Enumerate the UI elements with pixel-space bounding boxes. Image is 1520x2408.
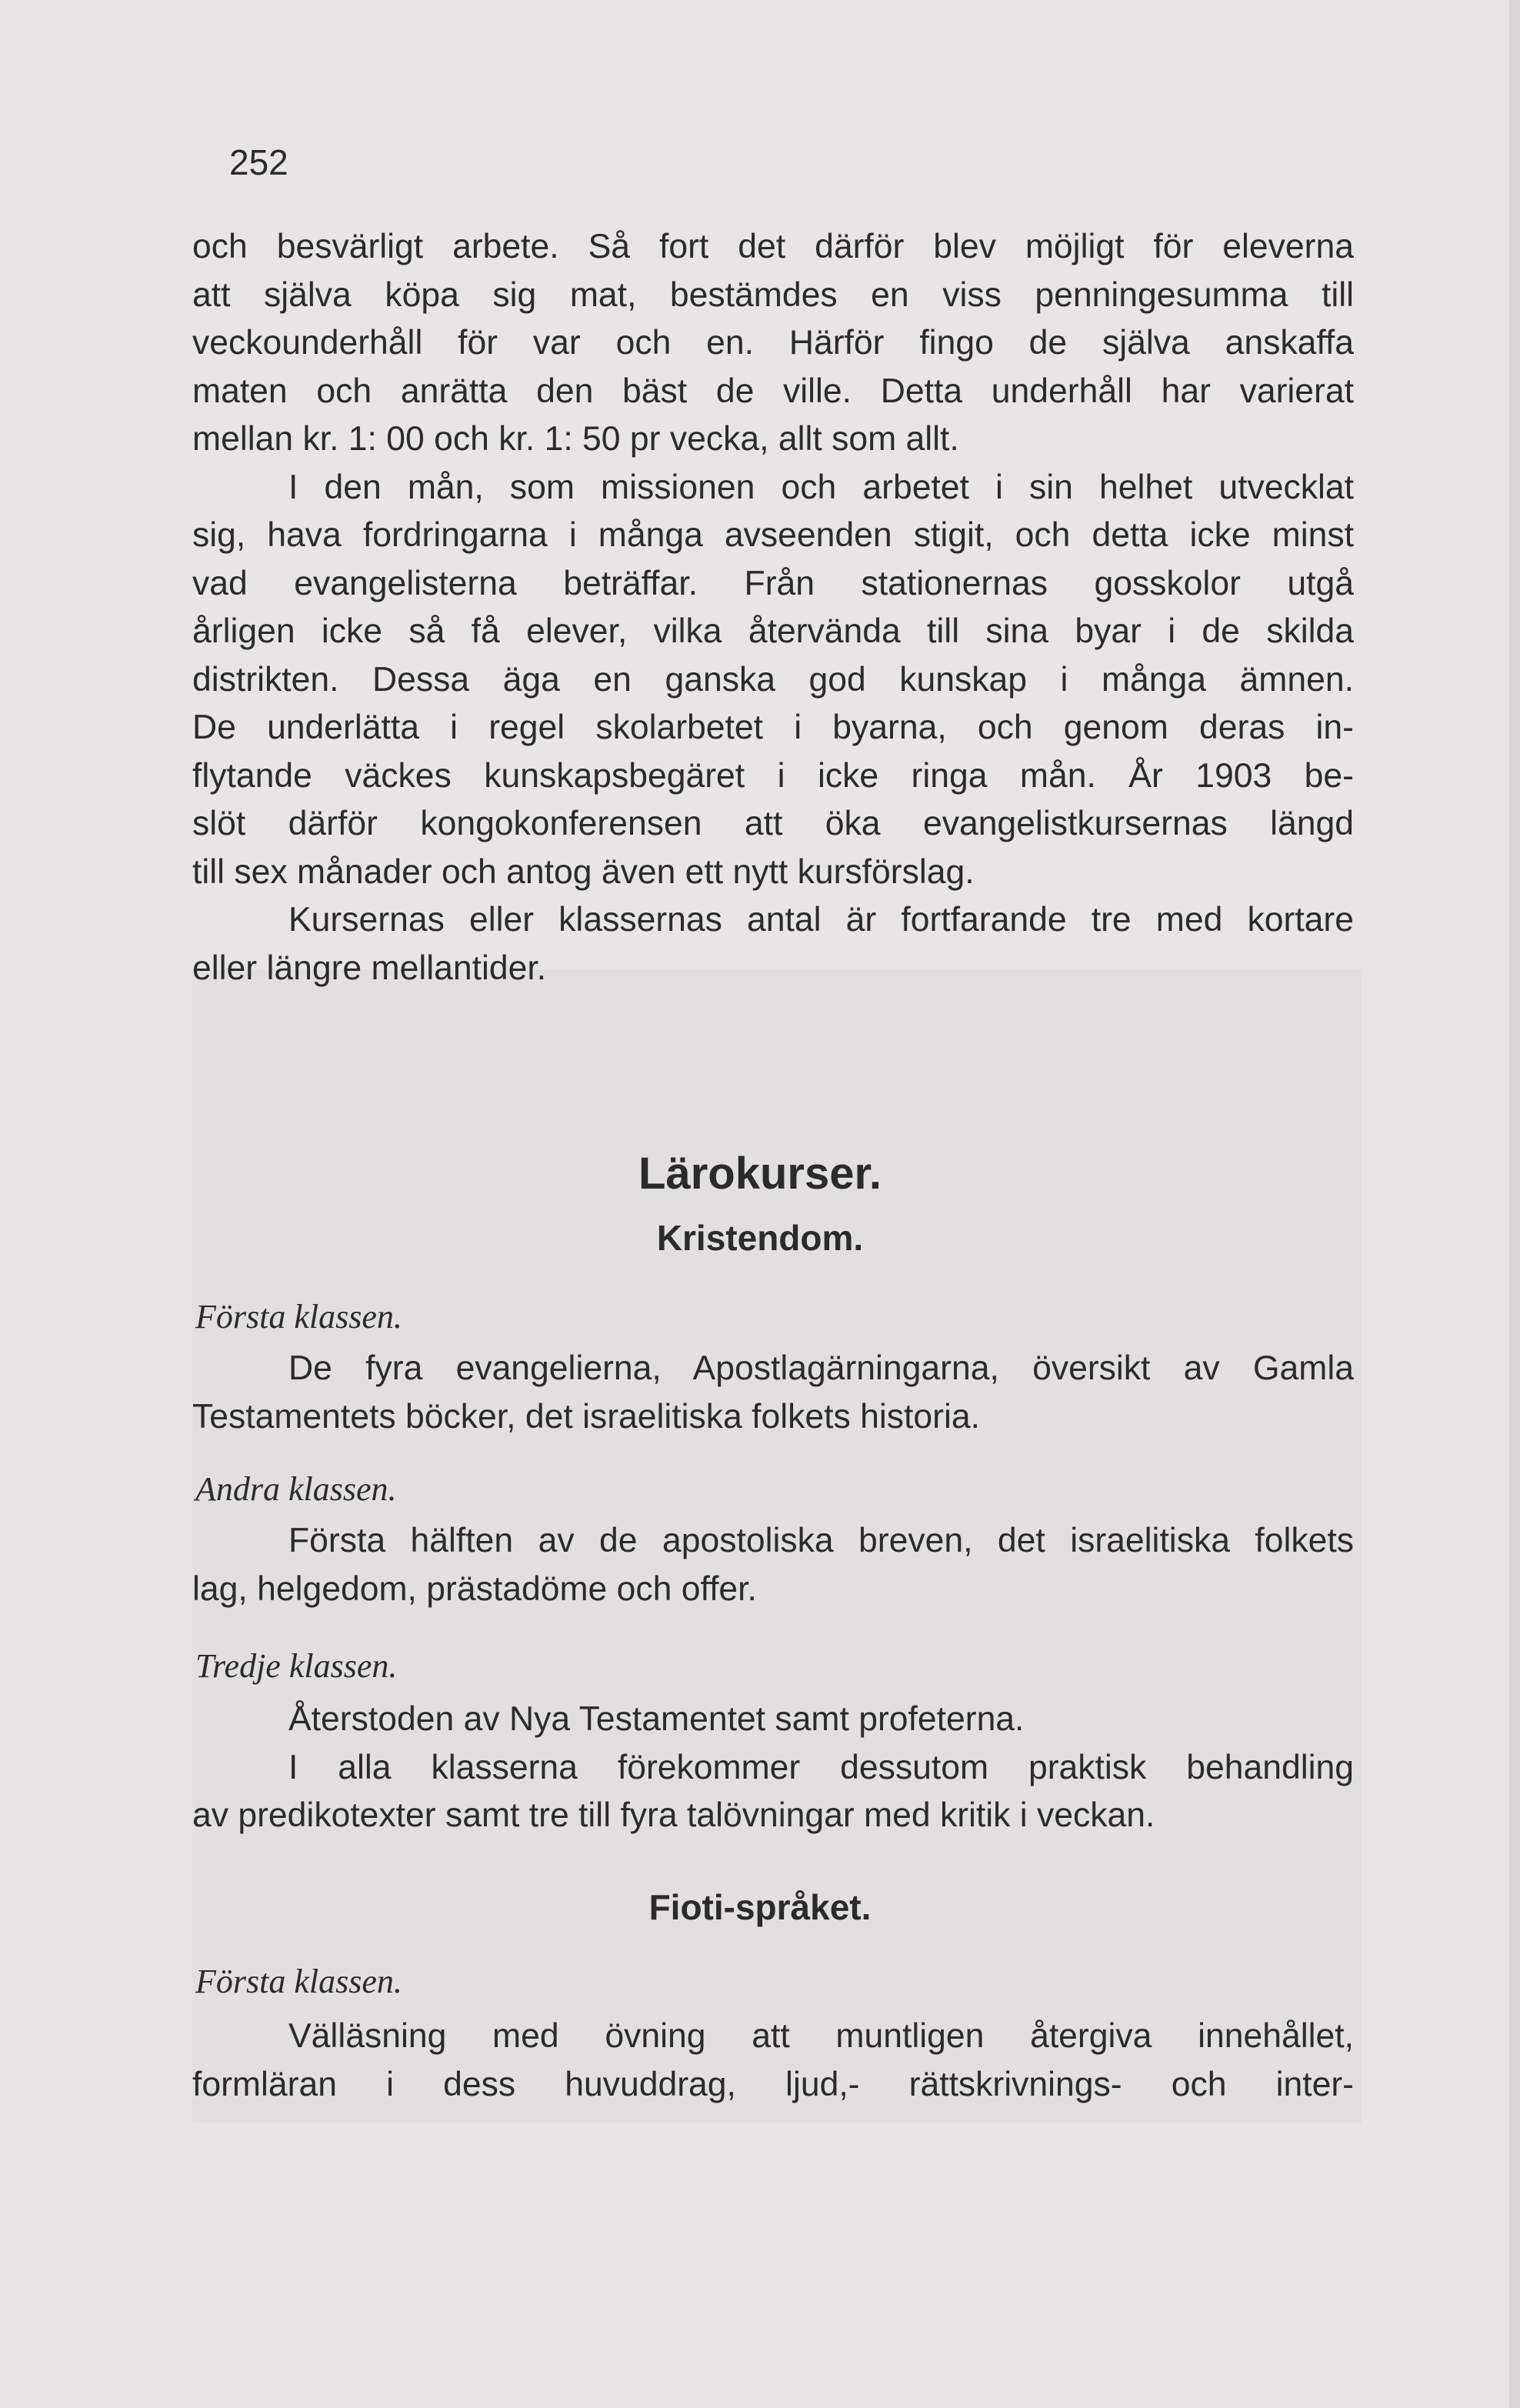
paragraph-1 — [192, 223, 1354, 464]
class-label: Tredje klassen. — [195, 1647, 398, 1685]
text-line: De fyra evangelierna, Apostlagärningarna, översikt av Gamla — [288, 1349, 1354, 1387]
page-number: 252 — [229, 142, 288, 182]
text-line: maten och anrätta den bäst de ville. Detta underhåll har varierat — [192, 372, 1354, 410]
text-line: veckounderhåll för var och en. Härför fingo de själva anskaffa — [192, 324, 1354, 362]
class-3-note — [192, 1744, 1354, 1840]
text-line: mellan kr. 1: 00 och kr. 1: 50 pr vecka, allt som allt. — [192, 420, 959, 458]
intro-text — [192, 223, 1354, 992]
text-line: Återstoden av Nya Testamentet samt profeterna. — [288, 1700, 1025, 1738]
text-line: I den mån, som missionen och arbetet i sin helhet utvecklat — [288, 468, 1354, 506]
class-3-paragraph — [192, 1696, 1354, 1744]
class-1-text — [192, 1345, 1354, 1441]
paragraph-2 — [192, 464, 1354, 897]
class-label: Första klassen. — [195, 1298, 402, 1336]
text-line: lag, helgedom, prästadöme och offer. — [192, 1569, 757, 1608]
class-1-paragraph — [192, 1345, 1354, 1441]
class-label: Andra klassen. — [195, 1470, 397, 1508]
text-line: flytande väckes kunskapsbegäret i icke ringa mån. År 1903 be- — [192, 756, 1354, 795]
text-line: att själva köpa sig mat, bestämdes en viss penningesumma till — [192, 275, 1354, 314]
fioti-class-1-text — [192, 2013, 1354, 2109]
section-title: Lärokurser. — [638, 1149, 882, 1199]
text-line: distrikten. Dessa äga en ganska god kunskap i många ämnen. — [192, 660, 1354, 699]
text-line: slöt därför kongokonferensen att öka evangelistkursernas längd — [192, 805, 1354, 842]
text-line: av predikotexter samt tre till fyra talövningar med kritik i veckan. — [192, 1796, 1155, 1834]
class-2-text — [192, 1517, 1354, 1613]
class-3-text — [192, 1696, 1354, 1840]
paragraph-3 — [192, 896, 1354, 992]
text-line: årligen icke så få elever, vilka återvända till sina byar i de skilda — [192, 612, 1354, 650]
subject-title-kristendom: Kristendom. — [656, 1218, 864, 1258]
text-line: och besvärligt arbete. Så fort det därför blev möjligt för eleverna — [192, 228, 1354, 265]
text-line: De underlätta i regel skolarbetet i byarna, och genom deras in- — [192, 709, 1354, 746]
text-line: eller längre mellantider. — [192, 949, 547, 987]
text-line: I alla klasserna förekommer dessutom praktisk behandling — [288, 1748, 1354, 1786]
text-line: Första hälften av de apostoliska breven, det israelitiska folkets — [288, 1522, 1354, 1559]
text-line: Välläsning med övning att muntligen återgiva innehållet, — [288, 2017, 1354, 2055]
class-2-paragraph — [192, 1517, 1354, 1613]
text-line: till sex månader och antog även ett nytt kursförslag. — [192, 852, 975, 891]
subject-title-fioti: Fioti-språket. — [648, 1887, 872, 1927]
fioti-paragraph — [192, 2013, 1354, 2109]
page-edge — [1509, 0, 1520, 2408]
text-line: Kursernas eller klassernas antal är fortfarande tre med kortare — [288, 901, 1354, 939]
text-line: Testamentets böcker, det israelitiska folkets historia. — [192, 1397, 980, 1436]
text-line: vad evangelisterna beträffar. Från stationernas gosskolor utgå — [192, 564, 1354, 602]
class-label: Första klassen. — [195, 1963, 402, 2000]
text-line: formläran i dess huvuddrag, ljud,- rättskrivnings- och inter- — [192, 2065, 1354, 2103]
text-line: sig, hava fordringarna i många avseenden stigit, och detta icke minst — [192, 516, 1354, 554]
